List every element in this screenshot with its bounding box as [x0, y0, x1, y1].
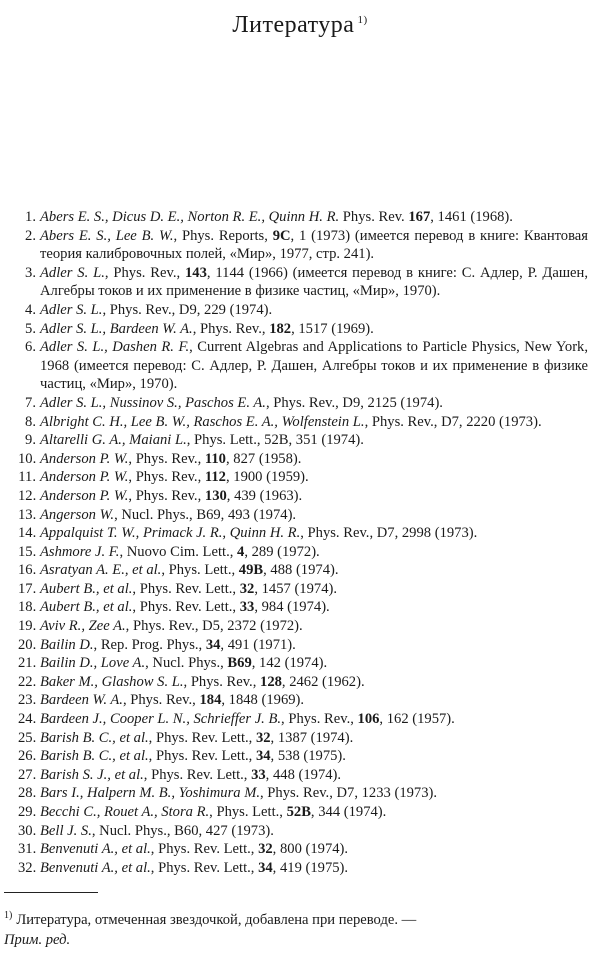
reference-number: 18.	[18, 599, 37, 616]
reference-tail: , 1461 (1968).	[430, 209, 513, 225]
reference-source: , Phys. Rev.,	[183, 673, 261, 690]
reference-source: , Phys. Rev.,	[104, 264, 185, 281]
reference-source: , Phys. Rev. Lett.,	[132, 599, 240, 616]
reference-volume: 49B	[238, 562, 264, 579]
footnote-text: Литература, отмеченная звездочкой, добавлена при переводе. —	[16, 911, 417, 928]
reference-number: 22.	[18, 673, 37, 690]
reference-item	[18, 487, 588, 506]
reference-tail: , 538 (1975).	[270, 748, 346, 765]
reference-number: 9.	[25, 432, 36, 449]
reference-authors: Aviv R., Zee A.	[40, 618, 126, 635]
reference-number: 19.	[18, 618, 37, 635]
reference-source: Phys. Rev.	[339, 209, 409, 225]
reference-item	[18, 580, 588, 599]
reference-number: 29.	[18, 804, 37, 820]
reference-number: 25.	[18, 729, 37, 746]
reference-item	[18, 747, 588, 766]
reference-number: 31.	[18, 841, 37, 858]
reference-source: , Phys. Lett.,	[209, 804, 287, 820]
reference-authors: Aubert B., et al.	[40, 580, 133, 597]
reference-tail: , 984 (1974).	[254, 599, 330, 616]
reference-source: , Nucl. Phys.,	[145, 655, 228, 672]
reference-source: , Phys. Reports,	[173, 227, 273, 244]
reference-number: 23.	[18, 692, 37, 709]
reference-authors: Barish B. C., et al.	[40, 729, 149, 746]
reference-authors: Anderson P. W.	[40, 487, 129, 504]
reference-item	[18, 543, 588, 562]
reference-tail: , 344 (1974).	[310, 804, 387, 820]
reference-number: 3.	[25, 264, 36, 281]
reference-source: , Phys. Rev. Lett.,	[148, 729, 256, 746]
reference-source: , Phys. Rev.,	[128, 469, 205, 486]
reference-item	[18, 413, 588, 432]
reference-item	[18, 431, 588, 450]
reference-item	[18, 561, 588, 580]
reference-tail: , 142 (1974).	[251, 655, 328, 672]
reference-list	[18, 208, 588, 877]
reference-source: , Phys. Rev.,	[281, 711, 358, 728]
reference-number: 5.	[25, 320, 36, 337]
reference-source: , Phys. Rev. Lett.,	[150, 859, 259, 876]
reference-item	[18, 338, 588, 394]
reference-item	[18, 822, 588, 841]
reference-tail: , 491 (1971).	[220, 636, 296, 653]
reference-authors: Aubert B., et al.	[40, 599, 133, 616]
reference-item	[18, 691, 588, 710]
reference-authors: Angerson W.	[40, 506, 115, 523]
reference-number: 26.	[18, 748, 37, 765]
reference-number: 8.	[25, 413, 36, 430]
reference-item	[18, 394, 588, 413]
reference-number: 12.	[18, 487, 37, 504]
reference-tail: , 1900 (1959).	[225, 469, 309, 486]
reference-volume: 130	[204, 487, 227, 504]
reference-volume: B69	[227, 655, 252, 672]
reference-source: , Phys. Rev., D7, 2220 (1973).	[364, 413, 542, 430]
reference-tail: , 1387 (1974).	[270, 729, 354, 746]
reference-source: , Phys. Rev. Lett.,	[150, 841, 259, 858]
reference-volume: 112	[204, 469, 226, 486]
reference-volume: 32	[255, 729, 271, 746]
reference-authors: Bell J. S.	[40, 822, 92, 839]
reference-authors: Ashmore J. F.	[40, 543, 120, 560]
reference-volume: 182	[269, 320, 292, 337]
reference-authors: Baker M., Glashow S. L.	[40, 673, 184, 690]
reference-number: 30.	[18, 822, 37, 839]
reference-tail: , 488 (1974).	[263, 562, 339, 579]
reference-number: 16.	[18, 562, 37, 579]
reference-tail: , 162 (1957).	[379, 711, 455, 728]
reference-number: 27.	[18, 766, 37, 783]
reference-volume: 9C	[272, 227, 291, 244]
reference-source: , Current Algebras and Applications to Particle Physics, New York, 1968 (имеется перевод: С. Адлер, Р. Дашен, Алгебры токов и их применение в физике частиц, «Мир», 1970).	[40, 339, 588, 393]
reference-item	[18, 301, 588, 320]
reference-number: 17.	[18, 580, 37, 597]
reference-item	[18, 654, 588, 673]
reference-number: 32.	[18, 859, 37, 876]
reference-item	[18, 766, 588, 785]
reference-item	[18, 320, 588, 339]
page-title	[0, 12, 600, 39]
reference-authors: Barish B. C., et al.	[40, 748, 149, 765]
reference-volume: 34	[205, 636, 221, 653]
reference-tail: , 419 (1975).	[272, 859, 349, 876]
reference-tail: , 1144 (1966) (имеется перевод в книге: С. Адлер, Р. Дашен, Алгебры токов и их применение в физике частиц, «Мир», 1970).	[40, 264, 588, 300]
reference-number: 21.	[18, 655, 37, 672]
reference-authors: Adler S. L., Nussinov S., Paschos E. A.	[40, 394, 266, 411]
reference-volume: 34	[255, 748, 271, 765]
reference-item	[18, 524, 588, 543]
reference-number: 4.	[25, 301, 36, 318]
reference-volume: 167	[408, 209, 431, 225]
reference-authors: Barish S. J., et al.	[40, 766, 144, 783]
reference-source: , Phys. Rev., D7, 2998 (1973).	[300, 525, 478, 542]
reference-source: , Phys. Rev.,	[122, 692, 200, 709]
reference-volume: 32	[239, 580, 255, 597]
reference-authors: Bars I., Halpern M. B., Yoshimura M.	[40, 785, 260, 802]
reference-authors: Bardeen J., Cooper L. N., Schrieffer J. B.	[40, 711, 282, 728]
reference-number: 28.	[18, 785, 37, 802]
reference-source: , Nuovo Cim. Lett.,	[119, 543, 238, 560]
reference-volume: 33	[251, 766, 266, 783]
reference-authors: Anderson P. W.	[40, 450, 129, 467]
reference-authors: Anderson P. W.	[40, 469, 129, 486]
reference-item	[18, 450, 588, 469]
reference-number: 15.	[18, 543, 37, 560]
page-title-text: Литература	[232, 12, 355, 38]
reference-number: 13.	[18, 506, 37, 523]
footnote-signature: Прим. ред.	[4, 931, 71, 948]
reference-item	[18, 840, 588, 859]
reference-item	[18, 859, 588, 878]
reference-authors: Bailin D., Love A.	[40, 655, 146, 672]
reference-tail: , 1457 (1974).	[254, 580, 338, 597]
reference-source: , Phys. Rev., D9, 229 (1974).	[102, 301, 273, 318]
reference-tail: , 448 (1974).	[265, 766, 342, 783]
reference-tail: , 1848 (1969).	[221, 692, 305, 709]
reference-item	[18, 784, 588, 803]
reference-source: , Phys. Rev., D9, 2125 (1974).	[265, 394, 443, 411]
reference-authors: Altarelli G. A., Maiani L.	[40, 432, 187, 449]
reference-volume: 128	[260, 673, 282, 690]
footnote-divider	[4, 892, 98, 893]
reference-authors: Albright C. H., Lee B. W., Raschos E. A., Wolfenstein L.	[40, 413, 365, 430]
reference-authors: Bardeen W. A.	[40, 692, 123, 709]
reference-source: , Nucl. Phys., B69, 493 (1974).	[114, 506, 297, 523]
reference-number: 10.	[18, 450, 37, 467]
reference-item	[18, 803, 588, 822]
reference-source: , Phys. Rev. Lett.,	[143, 766, 252, 783]
reference-number: 24.	[18, 711, 37, 728]
reference-item	[18, 264, 588, 301]
reference-authors: Adler S. L.	[40, 264, 105, 281]
reference-number: 1.	[25, 209, 36, 225]
reference-tail: , 289 (1972).	[244, 543, 320, 560]
reference-volume: 52B	[286, 804, 311, 820]
reference-authors: Adler S. L., Dashen R. F.	[40, 339, 190, 356]
reference-source: , Nucl. Phys., B60, 427 (1973).	[91, 822, 274, 839]
reference-item	[18, 227, 588, 264]
reference-tail: , 827 (1958).	[225, 450, 302, 467]
reference-item	[18, 598, 588, 617]
reference-tail: , 1517 (1969).	[291, 320, 374, 337]
reference-volume: 4	[237, 543, 245, 560]
reference-authors: Adler S. L., Bardeen W. A.	[40, 320, 193, 337]
reference-authors: Benvenuti A., et al.	[40, 859, 151, 876]
reference-authors: Adler S. L.	[40, 301, 103, 318]
reference-authors: Abers E. S., Lee B. W.	[40, 227, 174, 244]
reference-source: , Phys. Rev.,	[128, 487, 205, 504]
reference-authors: Appalquist T. W., Primack J. R., Quinn H. R.	[40, 525, 301, 542]
reference-source: , Phys. Rev.,	[128, 450, 205, 467]
reference-volume: 110	[204, 450, 226, 467]
reference-volume: 34	[258, 859, 273, 876]
reference-number: 14.	[18, 525, 37, 542]
reference-tail: , 1 (1973) (имеется перевод в книге: Квантовая теория калибровочных полей, «Мир», 1977, стр. 241).	[40, 227, 588, 263]
reference-number: 6.	[25, 339, 36, 356]
reference-authors: Asratyan A. E., et al.	[40, 562, 162, 579]
reference-item	[18, 468, 588, 487]
footnote-mark: 1)	[4, 910, 13, 921]
reference-volume: 184	[199, 692, 222, 709]
reference-source: , Phys. Lett., 52B, 351 (1974).	[186, 432, 364, 449]
reference-item	[18, 506, 588, 525]
reference-item	[18, 710, 588, 729]
reference-volume: 33	[239, 599, 255, 616]
reference-authors: Becchi C., Rouet A., Stora R.	[40, 804, 210, 820]
reference-item	[18, 636, 588, 655]
reference-source: , Rep. Prog. Phys.,	[93, 636, 206, 653]
reference-number: 7.	[25, 394, 36, 411]
reference-number: 2.	[25, 227, 36, 244]
title-footnote-mark: 1)	[357, 14, 368, 26]
reference-number: 20.	[18, 636, 37, 653]
reference-volume: 106	[357, 711, 380, 728]
reference-source: , Phys. Rev. Lett.,	[148, 748, 256, 765]
reference-authors: Bailin D.	[40, 636, 94, 653]
reference-tail: , 2462 (1962).	[281, 673, 365, 690]
reference-source: , Phys. Rev.,	[192, 320, 270, 337]
reference-tail: , 800 (1974).	[272, 841, 349, 858]
reference-tail: , 439 (1963).	[226, 487, 303, 504]
footnote	[4, 906, 584, 950]
reference-volume: 143	[185, 264, 207, 281]
reference-authors: Benvenuti A., et al.	[40, 841, 151, 858]
reference-authors: Abers E. S., Dicus D. E., Norton R. E., Quinn H. R.	[40, 209, 340, 225]
reference-source: , Phys. Lett.,	[161, 562, 239, 579]
reference-item	[18, 617, 588, 636]
reference-item	[18, 673, 588, 692]
reference-item	[18, 208, 588, 227]
reference-number: 11.	[18, 469, 36, 486]
reference-source: , Phys. Rev., D5, 2372 (1972).	[125, 618, 303, 635]
reference-item	[18, 729, 588, 748]
reference-volume: 32	[258, 841, 273, 858]
reference-source: , Phys. Rev., D7, 1233 (1973).	[260, 785, 438, 802]
reference-source: , Phys. Rev. Lett.,	[132, 580, 240, 597]
